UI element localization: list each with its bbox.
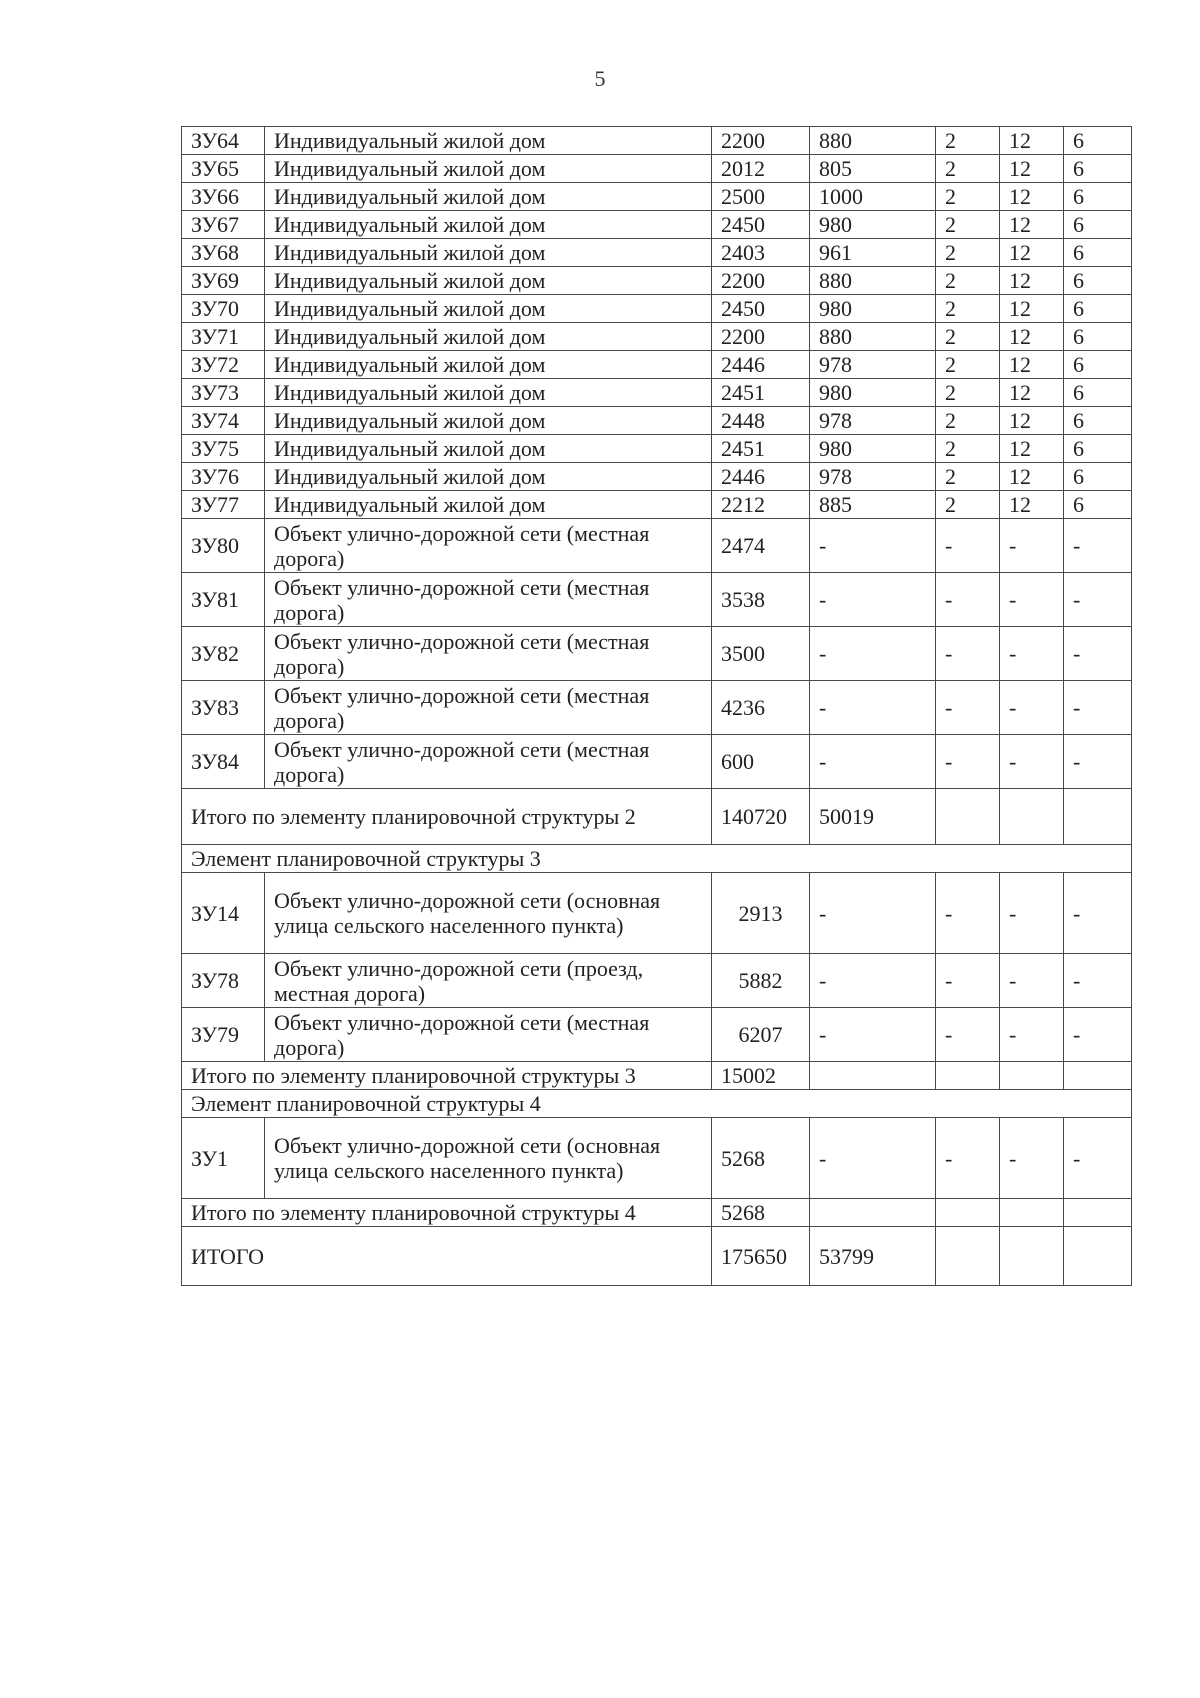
- table-row: [182, 435, 1132, 463]
- value-cell-5: -: [936, 954, 1000, 1008]
- plot-area-cell: 2450: [712, 211, 810, 239]
- table-row: [182, 323, 1132, 351]
- value-cell-4: -: [810, 573, 936, 627]
- value-cell-5: 2: [936, 183, 1000, 211]
- land-plots-table: [181, 126, 1132, 1286]
- table-row: [182, 873, 1132, 954]
- value-cell-4: 978: [810, 463, 936, 491]
- plot-code-cell: ЗУ64: [182, 127, 265, 155]
- empty-cell: [1000, 1199, 1064, 1227]
- empty-cell: [1000, 1062, 1064, 1090]
- subtotal-value-cell: 53799: [810, 1227, 936, 1286]
- plot-purpose-cell: Индивидуальный жилой дом: [265, 379, 712, 407]
- plot-code-cell: ЗУ75: [182, 435, 265, 463]
- plot-purpose-cell: Индивидуальный жилой дом: [265, 323, 712, 351]
- value-cell-5: 2: [936, 267, 1000, 295]
- plot-purpose-cell: Объект улично-дорожной сети (местная дорога): [265, 627, 712, 681]
- value-cell-7: 6: [1064, 239, 1132, 267]
- empty-cell: [1064, 1227, 1132, 1286]
- table-row: [182, 573, 1132, 627]
- value-cell-5: 2: [936, 211, 1000, 239]
- subtotal-row: [182, 1062, 1132, 1090]
- value-cell-7: -: [1064, 573, 1132, 627]
- plot-purpose-cell: Индивидуальный жилой дом: [265, 267, 712, 295]
- value-cell-4: 1000: [810, 183, 936, 211]
- plot-area-cell: 5882: [712, 954, 810, 1008]
- plot-area-cell: 2012: [712, 155, 810, 183]
- value-cell-5: -: [936, 1118, 1000, 1199]
- value-cell-5: 2: [936, 463, 1000, 491]
- table-row: [182, 407, 1132, 435]
- grand-total-row: [182, 1227, 1132, 1286]
- table-row: [182, 1118, 1132, 1199]
- value-cell-6: -: [1000, 735, 1064, 789]
- plot-code-cell: ЗУ82: [182, 627, 265, 681]
- value-cell-7: -: [1064, 954, 1132, 1008]
- subtotal-row: [182, 789, 1132, 845]
- value-cell-6: 12: [1000, 211, 1064, 239]
- plot-area-cell: 2448: [712, 407, 810, 435]
- value-cell-7: 6: [1064, 323, 1132, 351]
- value-cell-6: -: [1000, 1008, 1064, 1062]
- plot-code-cell: ЗУ77: [182, 491, 265, 519]
- value-cell-6: -: [1000, 627, 1064, 681]
- value-cell-6: 12: [1000, 295, 1064, 323]
- plot-code-cell: ЗУ14: [182, 873, 265, 954]
- subtotal-value-cell: 50019: [810, 789, 936, 845]
- plot-purpose-cell: Индивидуальный жилой дом: [265, 211, 712, 239]
- value-cell-4: 978: [810, 351, 936, 379]
- plot-code-cell: ЗУ73: [182, 379, 265, 407]
- empty-cell: [1064, 1062, 1132, 1090]
- value-cell-7: 6: [1064, 267, 1132, 295]
- plot-purpose-cell: Индивидуальный жилой дом: [265, 407, 712, 435]
- value-cell-5: 2: [936, 127, 1000, 155]
- value-cell-7: 6: [1064, 211, 1132, 239]
- subtotal-label-cell: ИТОГО: [182, 1227, 712, 1286]
- value-cell-5: -: [936, 573, 1000, 627]
- value-cell-4: 885: [810, 491, 936, 519]
- plot-code-cell: ЗУ81: [182, 573, 265, 627]
- table-row: [182, 627, 1132, 681]
- value-cell-6: 12: [1000, 267, 1064, 295]
- table-row: [182, 681, 1132, 735]
- plot-area-cell: 2446: [712, 351, 810, 379]
- plot-area-cell: 2474: [712, 519, 810, 573]
- table-row: [182, 127, 1132, 155]
- value-cell-7: 6: [1064, 127, 1132, 155]
- value-cell-7: 6: [1064, 491, 1132, 519]
- value-cell-7: -: [1064, 519, 1132, 573]
- value-cell-5: 2: [936, 379, 1000, 407]
- table-row: [182, 735, 1132, 789]
- value-cell-5: -: [936, 1008, 1000, 1062]
- plot-code-cell: ЗУ69: [182, 267, 265, 295]
- plot-area-cell: 2212: [712, 491, 810, 519]
- subtotal-area-cell: 175650: [712, 1227, 810, 1286]
- value-cell-5: 2: [936, 239, 1000, 267]
- value-cell-5: 2: [936, 407, 1000, 435]
- value-cell-6: -: [1000, 1118, 1064, 1199]
- value-cell-6: 12: [1000, 323, 1064, 351]
- plot-purpose-cell: Индивидуальный жилой дом: [265, 295, 712, 323]
- plot-purpose-cell: Объект улично-дорожной сети (местная дорога): [265, 735, 712, 789]
- plot-code-cell: ЗУ84: [182, 735, 265, 789]
- plot-area-cell: 2913: [712, 873, 810, 954]
- value-cell-6: 12: [1000, 351, 1064, 379]
- value-cell-5: 2: [936, 155, 1000, 183]
- section-title-cell: Элемент планировочной структуры 3: [182, 845, 1132, 873]
- empty-cell: [936, 1227, 1000, 1286]
- plot-area-cell: 600: [712, 735, 810, 789]
- plot-purpose-cell: Индивидуальный жилой дом: [265, 183, 712, 211]
- value-cell-6: 12: [1000, 127, 1064, 155]
- empty-cell: [1000, 789, 1064, 845]
- empty-cell: [936, 1062, 1000, 1090]
- plot-area-cell: 5268: [712, 1118, 810, 1199]
- value-cell-4: 980: [810, 379, 936, 407]
- value-cell-7: 6: [1064, 463, 1132, 491]
- value-cell-5: -: [936, 627, 1000, 681]
- value-cell-6: -: [1000, 681, 1064, 735]
- value-cell-4: -: [810, 627, 936, 681]
- value-cell-7: 6: [1064, 435, 1132, 463]
- value-cell-4: 961: [810, 239, 936, 267]
- plot-purpose-cell: Индивидуальный жилой дом: [265, 239, 712, 267]
- value-cell-4: -: [810, 519, 936, 573]
- table-row: [182, 183, 1132, 211]
- plot-code-cell: ЗУ65: [182, 155, 265, 183]
- value-cell-4: -: [810, 735, 936, 789]
- value-cell-7: -: [1064, 735, 1132, 789]
- subtotal-label-cell: Итого по элементу планировочной структуры 4: [182, 1199, 712, 1227]
- plot-purpose-cell: Объект улично-дорожной сети (основная улица сельского населенного пункта): [265, 873, 712, 954]
- value-cell-6: -: [1000, 873, 1064, 954]
- table-row: [182, 267, 1132, 295]
- table-row: [182, 295, 1132, 323]
- value-cell-4: 980: [810, 211, 936, 239]
- plot-purpose-cell: Индивидуальный жилой дом: [265, 155, 712, 183]
- value-cell-6: 12: [1000, 379, 1064, 407]
- value-cell-5: 2: [936, 435, 1000, 463]
- plot-purpose-cell: Индивидуальный жилой дом: [265, 463, 712, 491]
- plot-area-cell: 2403: [712, 239, 810, 267]
- value-cell-5: -: [936, 519, 1000, 573]
- plot-code-cell: ЗУ66: [182, 183, 265, 211]
- table-row: [182, 491, 1132, 519]
- empty-cell: [1064, 789, 1132, 845]
- subtotal-label-cell: Итого по элементу планировочной структуры 3: [182, 1062, 712, 1090]
- subtotal-value-cell: [810, 1062, 936, 1090]
- table-row: [182, 954, 1132, 1008]
- plot-purpose-cell: Объект улично-дорожной сети (проезд, местная дорога): [265, 954, 712, 1008]
- value-cell-6: 12: [1000, 435, 1064, 463]
- table-row: [182, 1008, 1132, 1062]
- section-header-row: [182, 845, 1132, 873]
- value-cell-5: 2: [936, 491, 1000, 519]
- empty-cell: [1000, 1227, 1064, 1286]
- plot-area-cell: 2446: [712, 463, 810, 491]
- plot-purpose-cell: Индивидуальный жилой дом: [265, 435, 712, 463]
- value-cell-6: -: [1000, 519, 1064, 573]
- value-cell-7: 6: [1064, 183, 1132, 211]
- plot-code-cell: ЗУ70: [182, 295, 265, 323]
- empty-cell: [936, 1199, 1000, 1227]
- value-cell-5: -: [936, 681, 1000, 735]
- plot-area-cell: 2200: [712, 127, 810, 155]
- plot-purpose-cell: Объект улично-дорожной сети (местная дорога): [265, 573, 712, 627]
- plot-code-cell: ЗУ67: [182, 211, 265, 239]
- value-cell-7: -: [1064, 873, 1132, 954]
- value-cell-4: 980: [810, 295, 936, 323]
- value-cell-5: -: [936, 873, 1000, 954]
- value-cell-4: 880: [810, 323, 936, 351]
- value-cell-6: -: [1000, 954, 1064, 1008]
- value-cell-4: 980: [810, 435, 936, 463]
- plot-purpose-cell: Индивидуальный жилой дом: [265, 127, 712, 155]
- plot-area-cell: 6207: [712, 1008, 810, 1062]
- plot-code-cell: ЗУ74: [182, 407, 265, 435]
- plot-purpose-cell: Индивидуальный жилой дом: [265, 351, 712, 379]
- plot-area-cell: 2500: [712, 183, 810, 211]
- value-cell-4: 880: [810, 127, 936, 155]
- value-cell-6: 12: [1000, 407, 1064, 435]
- plot-code-cell: ЗУ68: [182, 239, 265, 267]
- value-cell-4: -: [810, 1118, 936, 1199]
- plot-purpose-cell: Индивидуальный жилой дом: [265, 491, 712, 519]
- value-cell-4: -: [810, 954, 936, 1008]
- value-cell-6: 12: [1000, 491, 1064, 519]
- table-row: [182, 351, 1132, 379]
- plot-area-cell: 3538: [712, 573, 810, 627]
- table-row: [182, 519, 1132, 573]
- subtotal-area-cell: 5268: [712, 1199, 810, 1227]
- empty-cell: [1064, 1199, 1132, 1227]
- plot-purpose-cell: Объект улично-дорожной сети (местная дорога): [265, 1008, 712, 1062]
- plot-code-cell: ЗУ79: [182, 1008, 265, 1062]
- plot-area-cell: 4236: [712, 681, 810, 735]
- value-cell-5: -: [936, 735, 1000, 789]
- value-cell-7: 6: [1064, 295, 1132, 323]
- plot-code-cell: ЗУ72: [182, 351, 265, 379]
- value-cell-7: 6: [1064, 155, 1132, 183]
- plot-purpose-cell: Объект улично-дорожной сети (основная улица сельского населенного пункта): [265, 1118, 712, 1199]
- plot-purpose-cell: Объект улично-дорожной сети (местная дорога): [265, 519, 712, 573]
- value-cell-4: -: [810, 1008, 936, 1062]
- value-cell-4: 880: [810, 267, 936, 295]
- value-cell-7: -: [1064, 1118, 1132, 1199]
- value-cell-7: 6: [1064, 407, 1132, 435]
- value-cell-4: 978: [810, 407, 936, 435]
- plot-purpose-cell: Объект улично-дорожной сети (местная дорога): [265, 681, 712, 735]
- value-cell-7: -: [1064, 627, 1132, 681]
- plot-code-cell: ЗУ1: [182, 1118, 265, 1199]
- section-header-row: [182, 1090, 1132, 1118]
- plot-code-cell: ЗУ80: [182, 519, 265, 573]
- table-row: [182, 379, 1132, 407]
- plot-area-cell: 2450: [712, 295, 810, 323]
- value-cell-7: 6: [1064, 379, 1132, 407]
- value-cell-4: -: [810, 681, 936, 735]
- plot-area-cell: 2451: [712, 379, 810, 407]
- value-cell-5: 2: [936, 323, 1000, 351]
- plot-code-cell: ЗУ83: [182, 681, 265, 735]
- plot-code-cell: ЗУ71: [182, 323, 265, 351]
- plot-area-cell: 2200: [712, 323, 810, 351]
- subtotal-label-cell: Итого по элементу планировочной структуры 2: [182, 789, 712, 845]
- value-cell-6: 12: [1000, 155, 1064, 183]
- value-cell-6: 12: [1000, 239, 1064, 267]
- value-cell-7: 6: [1064, 351, 1132, 379]
- value-cell-6: 12: [1000, 183, 1064, 211]
- subtotal-area-cell: 140720: [712, 789, 810, 845]
- plot-code-cell: ЗУ78: [182, 954, 265, 1008]
- table-row: [182, 155, 1132, 183]
- table-row: [182, 463, 1132, 491]
- value-cell-6: -: [1000, 573, 1064, 627]
- empty-cell: [936, 789, 1000, 845]
- value-cell-6: 12: [1000, 463, 1064, 491]
- plot-area-cell: 2200: [712, 267, 810, 295]
- subtotal-area-cell: 15002: [712, 1062, 810, 1090]
- plot-area-cell: 2451: [712, 435, 810, 463]
- value-cell-4: -: [810, 873, 936, 954]
- section-title-cell: Элемент планировочной структуры 4: [182, 1090, 1132, 1118]
- table-row: [182, 211, 1132, 239]
- value-cell-5: 2: [936, 295, 1000, 323]
- subtotal-value-cell: [810, 1199, 936, 1227]
- value-cell-5: 2: [936, 351, 1000, 379]
- page-number: 5: [594, 66, 606, 91]
- plot-area-cell: 3500: [712, 627, 810, 681]
- plot-code-cell: ЗУ76: [182, 463, 265, 491]
- value-cell-7: -: [1064, 1008, 1132, 1062]
- value-cell-7: -: [1064, 681, 1132, 735]
- table-row: [182, 239, 1132, 267]
- value-cell-4: 805: [810, 155, 936, 183]
- subtotal-row: [182, 1199, 1132, 1227]
